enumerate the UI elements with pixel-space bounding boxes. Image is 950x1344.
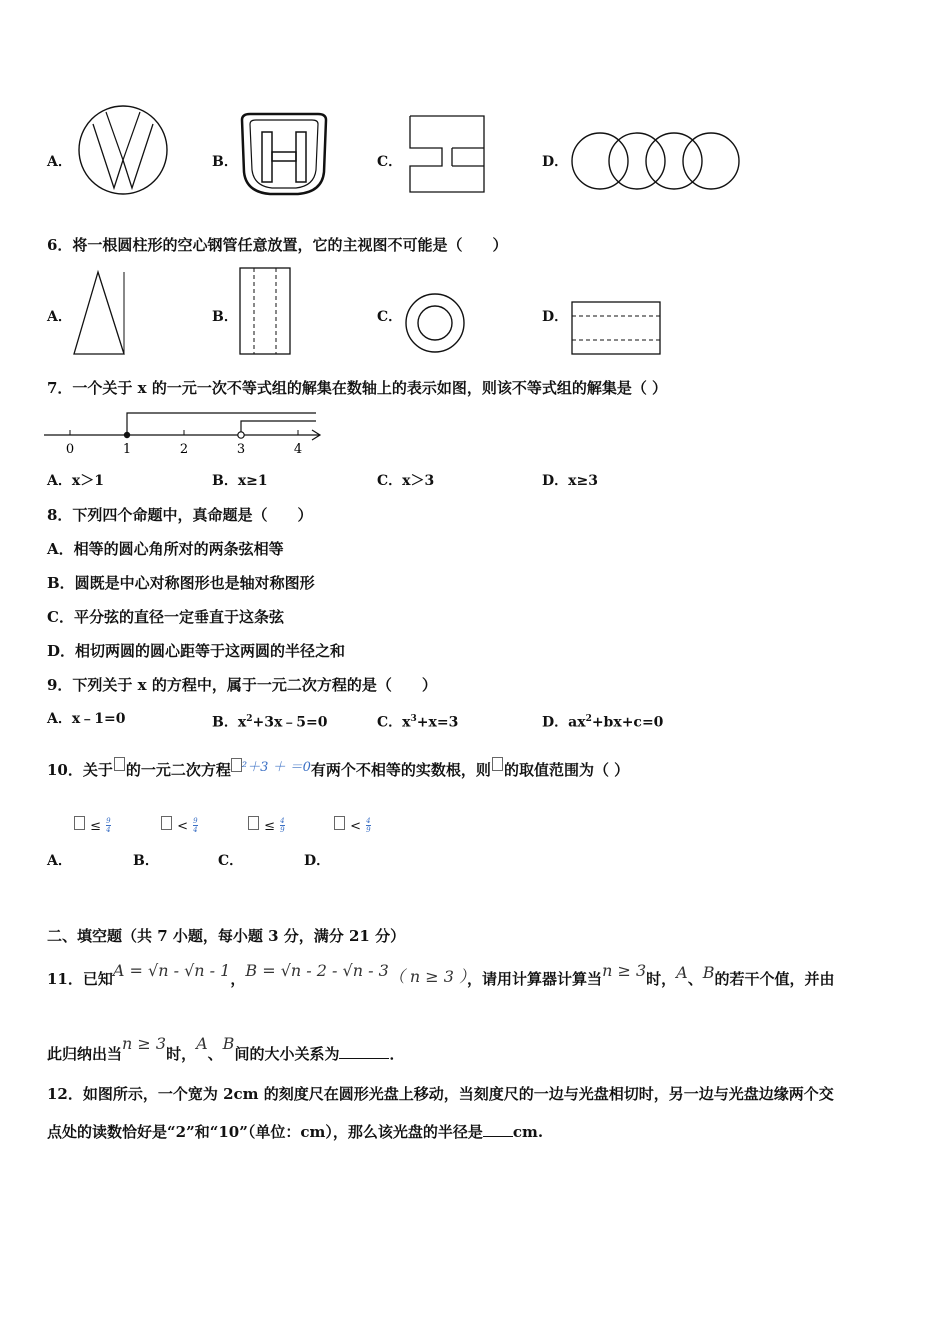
q7-stem: 7．一个关于 x 的一元一次不等式组的解集在数轴上的表示如图，则该不等式组的解集是（ ） — [47, 379, 668, 397]
q10-option-d-label: D． — [304, 853, 331, 869]
ring-view-figure — [404, 292, 468, 356]
q7-option-d: D．x≥3 — [542, 473, 598, 489]
q8-option-b: B．圆既是中心对称图形也是轴对称图形 — [47, 574, 315, 592]
answer-blank[interactable] — [483, 1136, 513, 1137]
q8-option-c: C．平分弦的直径一定垂直于这条弦 — [47, 608, 284, 626]
q6-option-a-label: A． — [47, 309, 72, 325]
triangle-view-figure — [70, 268, 130, 358]
q7-option-a: A．x＞1 — [47, 473, 104, 489]
rect-dashed-vertical-figure — [238, 266, 294, 358]
q6-option-b-label: B． — [212, 309, 238, 325]
number-line-tick-label: 2 — [179, 442, 189, 457]
q9-option-c: C．$x^3+x=3$ — [377, 714, 459, 731]
q5-option-a-label: A． — [47, 154, 72, 170]
q7-option-c: C．x＞3 — [377, 473, 435, 489]
q12-line1: 12．如图所示，一个宽为 2cm 的刻度尺在圆形光盘上移动，当刻度尺的一边与光盘相切时，另一边与光盘边缘两个交 — [47, 1085, 834, 1103]
q10-option-b-expr: < $\frac{9}{4}$ — [161, 815, 198, 834]
q10-option-a-label: A． — [47, 853, 72, 869]
rect-dashed-horizontal-figure — [570, 300, 664, 358]
q11-formula-a: A = √n - √n - 1 — [112, 961, 231, 980]
section2-heading: 二、填空题（共 7 小题，每小题 3 分，满分 21 分） — [47, 927, 406, 945]
q10-equation: ²＋3 ＋ ＝0 — [231, 760, 311, 775]
q11-line1: 11．已知A = √n - √n - 1，B = √n - 2 - √n - 3（ n ≥ 3 ），请用计算器计算当n ≥ 3时，A、B的若干个值，并由 — [47, 961, 835, 988]
q10-option-d-expr: < $\frac{4}{9}$ — [334, 815, 371, 834]
q5-option-b-label: B． — [212, 154, 238, 170]
ray-from-closed-point — [127, 413, 316, 435]
q11-formula-b: B = √n - 2 - √n - 3 — [245, 961, 389, 980]
q6-option-c-label: C． — [377, 309, 403, 325]
q12-line2: 点处的读数恰好是“2”和“10”（单位：cm），那么该光盘的半径是 cm. — [47, 1123, 544, 1141]
q11-condition: （ n ≥ 3 ） — [388, 967, 468, 986]
q10-option-c-label: C． — [218, 853, 244, 869]
q10-stem: 10．关于 的一元二次方程 ²＋3 ＋ ＝0有两个不相等的实数根，则 的取值范围为（ ） — [47, 757, 629, 780]
open-point-marker — [238, 432, 244, 438]
q6-stem: 6．将一根圆柱形的空心钢管任意放置，它的主视图不可能是（ ） — [47, 236, 508, 254]
q10-option-c-expr: ≤ $\frac{4}{9}$ — [248, 815, 285, 834]
vw-logo-figure — [76, 104, 172, 196]
q11-line2: 此归纳出当n ≥ 3时，A、B间的大小关系为 ． — [47, 1034, 405, 1063]
four-rings-figure — [570, 130, 745, 192]
q5-option-d-label: D． — [542, 154, 569, 170]
answer-blank[interactable] — [339, 1058, 389, 1059]
closed-point-marker — [124, 432, 130, 438]
step-shape-figure — [408, 114, 488, 194]
ray-from-open-point — [241, 421, 316, 435]
honda-logo-letter: H — [284, 158, 285, 159]
q9-stem: 9．下列关于 x 的方程中，属于一元二次方程的是（ ） — [47, 676, 437, 694]
q7-option-b: B．x≥1 — [212, 473, 268, 489]
number-line-figure — [44, 405, 329, 465]
q8-stem: 8．下列四个命题中，真命题是（ ） — [47, 506, 313, 524]
vw-logo-letter: W — [123, 150, 125, 151]
q9-option-d: D．$ax^2+bx+c=0$ — [542, 714, 664, 731]
number-line-tick-label: 0 — [65, 442, 75, 457]
q10-option-b-label: B． — [133, 853, 159, 869]
missing-glyph-box — [114, 757, 125, 771]
number-line-tick-label: 1 — [122, 442, 132, 457]
number-line-tick-label: 4 — [293, 442, 303, 457]
q8-option-a: A．相等的圆心角所对的两条弦相等 — [47, 540, 284, 558]
q5-option-c-label: C． — [377, 154, 403, 170]
q10-option-a-expr: ≤ $\frac{9}{4}$ — [74, 815, 111, 834]
q9-option-a: A．x﹣1=0 — [47, 711, 126, 727]
q6-option-d-label: D． — [542, 309, 569, 325]
honda-logo-figure — [238, 112, 330, 196]
number-line-tick-label: 3 — [236, 442, 246, 457]
missing-glyph-box — [492, 757, 503, 771]
q8-option-d: D．相切两圆的圆心距等于这两圆的半径之和 — [47, 642, 346, 660]
q9-option-b: B．$x^2+3x﹣5=0$ — [212, 714, 328, 731]
